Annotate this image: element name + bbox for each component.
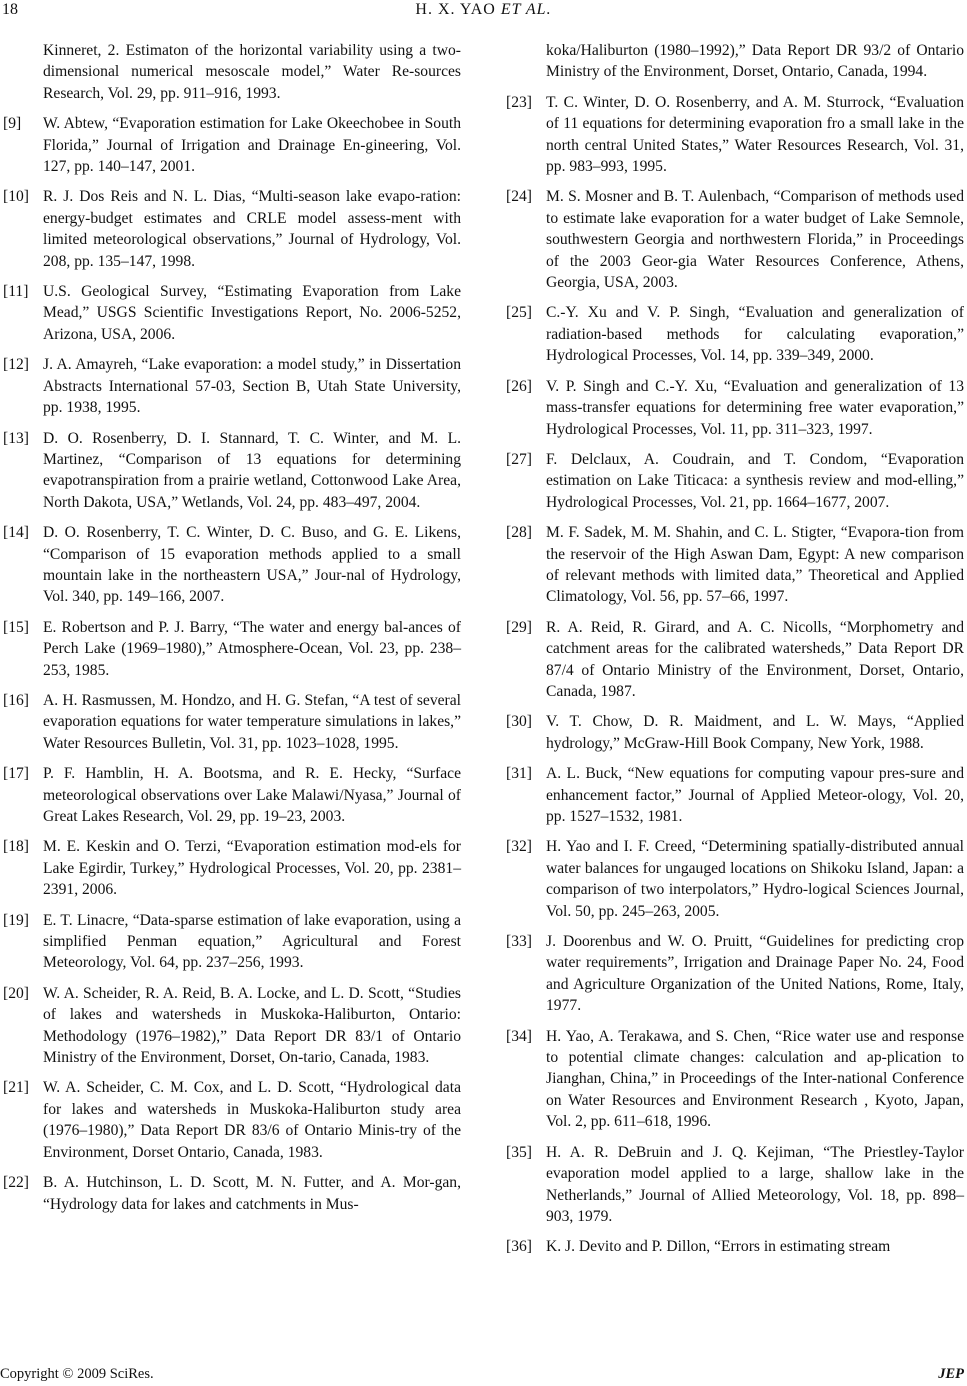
reference-text: K. J. Devito and P. Dillon, “Errors in estimating stream xyxy=(546,1238,891,1256)
reference-text: E. Robertson and P. J. Barry, “The water and energy bal-ances of Perch Lake (1969–1980),” Atmosphere-Ocean, Vol. 23, pp. 238–253, 1985. xyxy=(43,618,461,679)
references-right-column xyxy=(506,40,964,1267)
reference-item xyxy=(3,186,461,272)
reference-number: [24] xyxy=(506,188,532,206)
reference-text: H. A. R. DeBruin and J. Q. Kejiman, “The Priestley-Taylor evaporation model applied to a large, shallow lake in the Netherlands,” Journal of Allied Meteorology, Vol. 18, pp. 898–903, 1979. xyxy=(546,1143,964,1225)
reference-number: [10] xyxy=(3,188,29,206)
copyright-footer: Copyright © 2009 SciRes. xyxy=(0,1366,154,1382)
reference-item xyxy=(3,522,461,608)
reference-text: C.-Y. Xu and V. P. Singh, “Evaluation and generalization of radiation-based methods for calculating evaporation,” Hydrological Processes, Vol. 14, pp. 339–349, 2000. xyxy=(546,304,964,365)
reference-item xyxy=(506,92,964,178)
reference-item xyxy=(3,690,461,754)
reference-number: [35] xyxy=(506,1143,532,1161)
reference-number: [18] xyxy=(3,838,29,856)
journal-abbreviation: JEP xyxy=(938,1366,964,1382)
reference-text: D. O. Rosenberry, D. I. Stannard, T. C. Winter, and M. L. Martinez, “Comparison of 13 equations for determining evapotranspiration from a prairie wetland, Cottonwood Lake Area, North Dakota, USA,” Wetlands, Vol. 24, pp. 483–497, 2004. xyxy=(43,429,461,511)
reference-number: [19] xyxy=(3,911,29,929)
reference-text: H. Yao and I. F. Creed, “Determining spatially-distributed annual water balances for ungauged locations on Shikoku Island, Japan: a comparison of two interpolators,” Hydro-logical Sciences Journal, Vol. 50, pp. 245–263, 2005. xyxy=(546,838,964,920)
reference-number: [21] xyxy=(3,1079,29,1097)
reference-text: E. T. Linacre, “Data-sparse estimation of lake evaporation, using a simplified Penman equation,” Agricultural and Forest Meteorology, Vol. 64, pp. 237–256, 1993. xyxy=(43,911,461,972)
reference-text: B. A. Hutchinson, L. D. Scott, M. N. Futter, and A. Mor-gan, “Hydrology data for lakes and catchments in Mus- xyxy=(43,1174,461,1213)
reference-item xyxy=(3,763,461,827)
reference-text: W. A. Scheider, R. A. Reid, B. A. Locke, and L. D. Scott, “Studies of lakes and watersheds in Muskoka-Haliburton, Ontario: Methodology (1976–1982),” Data Report DR 83/1 of Ontario Ministry of the Environment, Dorset, On-tario, Canada, 1983. xyxy=(43,984,461,1067)
reference-number: [9] xyxy=(3,115,22,133)
reference-text: D. O. Rosenberry, T. C. Winter, D. C. Buso, and G. E. Likens, “Comparison of 15 evaporation methods applied to a small mountain lake in the northeastern USA,” Jour-nal of Hydrology, Vol. 340, pp. 149–166, 2007. xyxy=(43,524,461,606)
reference-text: Kinneret, 2. Estimaton of the horizontal variability using a two-dimensional numerical mesoscale model,” Water Re-sources Research, Vol. 29, pp. 911–916, 1993. xyxy=(43,42,461,102)
reference-number: [32] xyxy=(506,838,532,856)
reference-text: T. C. Winter, D. O. Rosenberry, and A. M. Sturrock, “Evaluation of 11 equations for determining evaporation fro a small lake in the north central United States,” Water Resources Research, Vol. 31, pp. 983–993, 1995. xyxy=(546,93,964,176)
reference-text: A. H. Rasmussen, M. Hondzo, and H. G. Stefan, “A test of several evaporation equations for water temperature simulations in lakes,” Water Resources Bulletin, Vol. 31, pp. 1023–1028, 1995. xyxy=(43,691,461,752)
reference-text: koka/Haliburton (1980–1992),” Data Report DR 93/2 of Ontario Ministry of the Environment, Dorset, Ontario, Canada, 1994. xyxy=(546,42,964,81)
reference-item xyxy=(506,617,964,703)
reference-item xyxy=(3,983,461,1069)
reference-item xyxy=(3,910,461,974)
references-left-column xyxy=(3,40,461,1224)
reference-number: [31] xyxy=(506,765,532,783)
reference-number: [22] xyxy=(3,1174,29,1192)
reference-item xyxy=(506,763,964,827)
reference-item xyxy=(506,1142,964,1228)
reference-number: [12] xyxy=(3,356,29,374)
reference-text: M. S. Mosner and B. T. Aulenbach, “Comparison of methods used to estimate lake evaporation for a water budget of Lake Semnole, southwestern Georgia and northwestern Florida,” in Proceedings of the 2003 Geor-gia Water Resources Conference, Athens, Georgia, USA, 2003. xyxy=(546,188,964,292)
reference-item xyxy=(506,931,964,1017)
reference-item xyxy=(506,449,964,513)
reference-item xyxy=(506,711,964,754)
reference-text: F. Delclaux, A. Coudrain, and T. Condom, “Evaporation estimation on Lake Titicaca: a synthesis review and mod-elling,” Hydrological Processes, Vol. 21, pp. 1664–1677, 2007. xyxy=(546,450,964,511)
reference-number: [23] xyxy=(506,93,532,111)
reference-number: [15] xyxy=(3,618,29,636)
reference-text: J. Doorenbus and W. O. Pruitt, “Guidelines for predicting crop water requirements”, Irrigation and Drainage Paper No. 24, Food and Agriculture Organization of the United Nations, Rome, Italy, 1977. xyxy=(546,933,964,1015)
reference-text: M. E. Keskin and O. Terzi, “Evaporation estimation mod-els for Lake Egirdir, Turkey,” Hydrological Processes, Vol. 20, pp. 2381–2391, 2006. xyxy=(43,838,461,899)
reference-item xyxy=(3,1172,461,1215)
reference-number: [14] xyxy=(3,524,29,542)
reference-number: [26] xyxy=(506,377,532,395)
reference-number: [34] xyxy=(506,1027,532,1045)
reference-number: [28] xyxy=(506,524,532,542)
reference-item xyxy=(3,1077,461,1163)
reference-item xyxy=(506,836,964,922)
reference-number: [27] xyxy=(506,450,532,468)
reference-text: V. P. Singh and C.-Y. Xu, “Evaluation and generalization of 13 mass-transfer equations for determining free water evaporation,” Hydrological Processes, Vol. 11, pp. 311–323, 1997. xyxy=(546,377,964,438)
reference-item xyxy=(3,617,461,681)
reference-text: J. A. Amayreh, “Lake evaporation: a model study,” in Dissertation Abstracts International 57-03, Section B, Utah State University, pp. 1938, 1995. xyxy=(43,356,461,417)
page-number: 18 xyxy=(2,1,18,18)
reference-text: H. Yao, A. Terakawa, and S. Chen, “Rice water use and response to potential climate changes: calculation and ap-plication to Jianghan, China,” in Proceedings of the Inter-national Conference on Water Resources and Environment Research , Kyoto, Japan, Vol. 2, pp. 611–618, 1996. xyxy=(546,1027,964,1131)
reference-item xyxy=(506,522,964,608)
reference-text: R. A. Reid, R. Girard, and A. C. Nicolls, “Morphometry and catchment areas for the calibrated watersheds,” Data Report DR 87/4 of Ontario Ministry of the Environment, Dorset, Ontario, Canada, 1987. xyxy=(546,618,964,700)
reference-item xyxy=(3,281,461,345)
reference-number: [25] xyxy=(506,304,532,322)
reference-number: [13] xyxy=(3,429,29,447)
reference-text: A. L. Buck, “New equations for computing vapour pres-sure and enhancement factor,” Journal of Applied Meteor-ology, Vol. 20, pp. 1527–1532, 1981. xyxy=(546,765,964,825)
reference-number: [29] xyxy=(506,618,532,636)
running-head-authors: H. X. YAO xyxy=(415,1,496,18)
reference-text: R. J. Dos Reis and N. L. Dias, “Multi-season lake evapo-ration: energy-budget estimates and CRLE model assess-ment with limited meteorological observations,” Journal of Hydrology, Vol. 208, pp. 135–147, 1998. xyxy=(43,188,461,270)
reference-text: M. F. Sadek, M. M. Shahin, and C. L. Stigter, “Evapora-tion from the reservoir of the High Aswan Dam, Egypt: A new comparison of relevant methods with limited data,” Theoretical and Applied Climatology, Vol. 56, pp. 57–66, 1997. xyxy=(546,524,964,606)
reference-item xyxy=(506,376,964,440)
reference-number: [11] xyxy=(3,283,29,301)
reference-text: W. Abtew, “Evaporation estimation for Lake Okeechobee in South Florida,” Journal of Irrigation and Drainage En-gineering, Vol. 127, pp. 140–147, 2001. xyxy=(43,115,461,176)
reference-text: V. T. Chow, D. R. Maidment, and L. W. Mays, “Applied hydrology,” McGraw-Hill Book Company, New York, 1988. xyxy=(546,713,964,752)
reference-text: W. A. Scheider, C. M. Cox, and L. D. Scott, “Hydrological data for lakes and watersheds in Muskoka-Haliburton study area (1976–1980),” Data Report DR 83/6 of Ontario Minis-try of the Environment, Dorset Ontario, Canada, 1983. xyxy=(43,1079,461,1161)
reference-item xyxy=(3,113,461,177)
reference-item xyxy=(3,354,461,418)
reference-number: [30] xyxy=(506,713,532,731)
running-head xyxy=(0,1,967,19)
reference-item xyxy=(506,302,964,366)
reference-number: [33] xyxy=(506,933,532,951)
reference-text: U.S. Geological Survey, “Estimating Evaporation from Lake Mead,” USGS Scientific Investigations Report, No. 2006-5252, Arizona, USA, 2006. xyxy=(43,283,461,343)
reference-number: [36] xyxy=(506,1238,532,1256)
reference-item xyxy=(506,40,964,83)
reference-number: [17] xyxy=(3,765,29,783)
reference-item xyxy=(3,836,461,900)
reference-item xyxy=(506,1026,964,1133)
running-head-etal: ET AL. xyxy=(500,1,552,18)
reference-item xyxy=(3,40,461,104)
reference-item xyxy=(3,428,461,514)
reference-number: [20] xyxy=(3,984,29,1002)
reference-item xyxy=(506,1236,964,1257)
reference-number: [16] xyxy=(3,691,29,709)
reference-item xyxy=(506,186,964,293)
reference-text: P. F. Hamblin, H. A. Bootsma, and R. E. Hecky, “Surface meteorological observations over Lake Malawi/Nyasa,” Journal of Great Lakes Research, Vol. 29, pp. 19–23, 2003. xyxy=(43,765,461,825)
